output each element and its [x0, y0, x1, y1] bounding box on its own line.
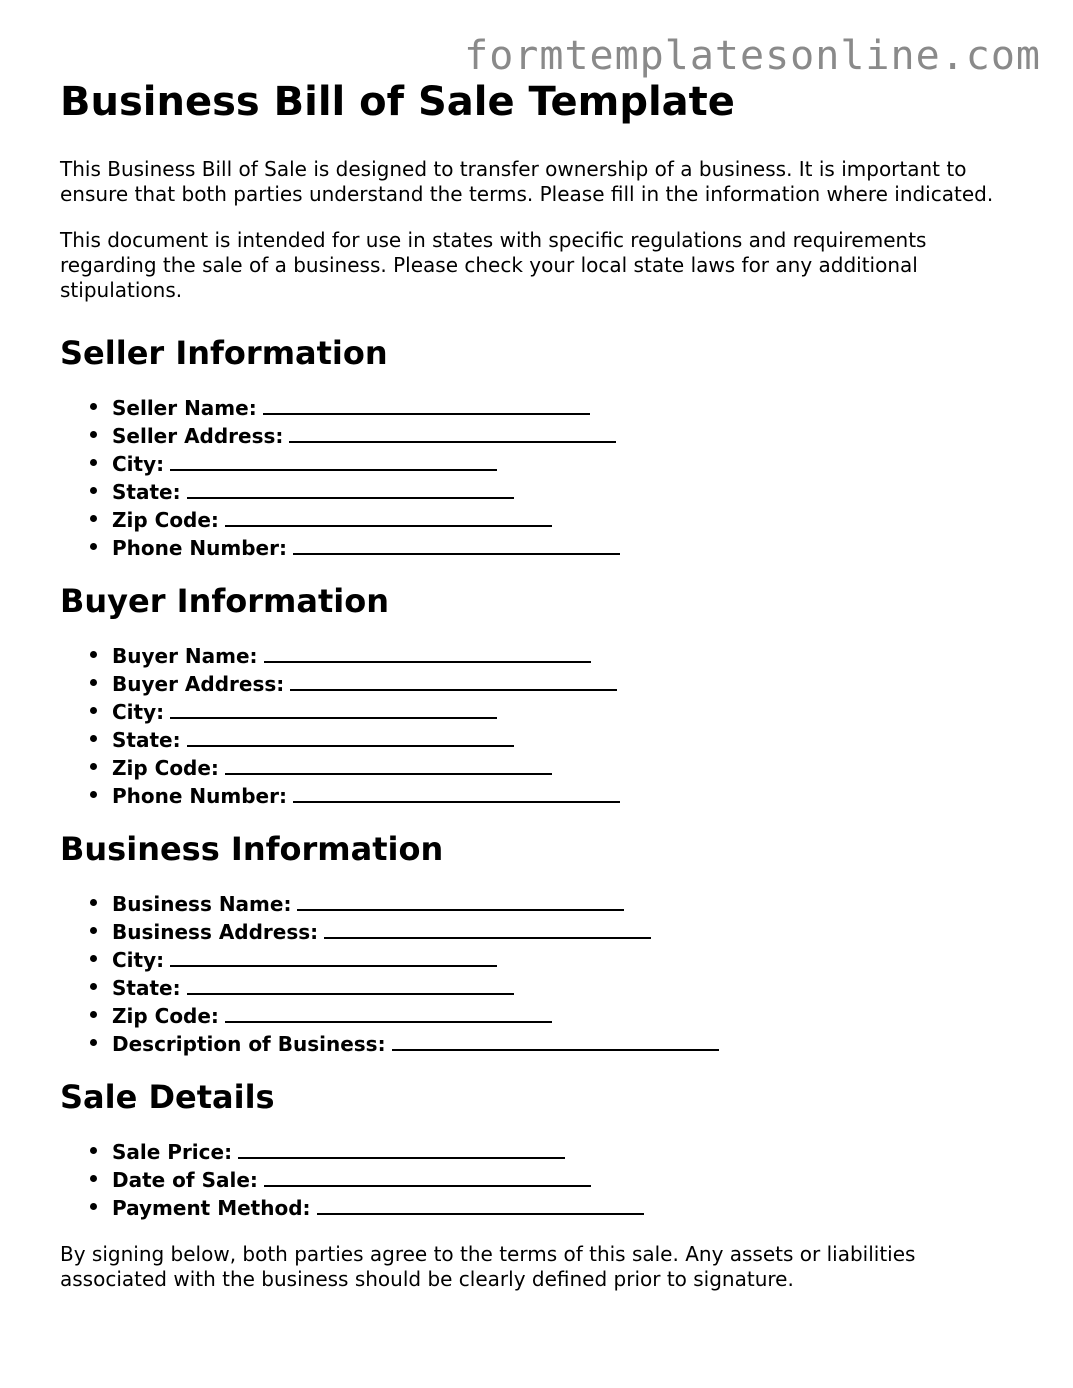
- blank-line[interactable]: [170, 449, 497, 471]
- field-label: City:: [112, 700, 165, 724]
- seller-city-field[interactable]: [112, 449, 1020, 477]
- intro-paragraph-1: This Business Bill of Sale is designed to transfer ownership of a business. It is important to ensure that both parties understand the terms. Please fill in the information where indicated.: [60, 157, 994, 206]
- blank-line[interactable]: [187, 973, 514, 995]
- blank-line[interactable]: [264, 1165, 591, 1187]
- document-page: [60, 76, 1020, 1292]
- sale-price-field[interactable]: [112, 1137, 1020, 1165]
- buyer-heading: Buyer Information: [60, 582, 389, 620]
- blank-line[interactable]: [293, 781, 620, 803]
- payment-method-field[interactable]: [112, 1193, 1020, 1221]
- blank-line[interactable]: [225, 505, 552, 527]
- buyer-name-field[interactable]: [112, 641, 1020, 669]
- field-label: Phone Number:: [112, 784, 287, 808]
- business-heading: Business Information: [60, 830, 444, 868]
- sale-heading: Sale Details: [60, 1078, 275, 1116]
- seller-phone-field[interactable]: [112, 533, 1020, 561]
- buyer-phone-field[interactable]: [112, 781, 1020, 809]
- field-label: Buyer Address:: [112, 672, 285, 696]
- business-state-field[interactable]: [112, 973, 1020, 1001]
- business-zip-field[interactable]: [112, 1001, 1020, 1029]
- seller-address-field[interactable]: [112, 421, 1020, 449]
- sale-field-list: [60, 1137, 1020, 1221]
- blank-line[interactable]: [324, 917, 651, 939]
- blank-line[interactable]: [263, 393, 590, 415]
- seller-section: [60, 333, 1020, 561]
- field-label: Phone Number:: [112, 536, 287, 560]
- seller-field-list: [60, 393, 1020, 561]
- business-section: [60, 829, 1020, 1057]
- sale-section: [60, 1077, 1020, 1221]
- blank-line[interactable]: [293, 533, 620, 555]
- field-label: City:: [112, 452, 165, 476]
- field-label: Business Address:: [112, 920, 319, 944]
- business-name-field[interactable]: [112, 889, 1020, 917]
- document-title: Business Bill of Sale Template: [60, 79, 735, 125]
- field-label: Zip Code:: [112, 1004, 219, 1028]
- field-label: Zip Code:: [112, 756, 219, 780]
- field-label: State:: [112, 728, 181, 752]
- field-label: State:: [112, 480, 181, 504]
- blank-line[interactable]: [297, 889, 624, 911]
- business-address-field[interactable]: [112, 917, 1020, 945]
- blank-line[interactable]: [225, 1001, 552, 1023]
- field-label: Description of Business:: [112, 1032, 386, 1056]
- blank-line[interactable]: [225, 753, 552, 775]
- blank-line[interactable]: [289, 421, 616, 443]
- blank-line[interactable]: [187, 477, 514, 499]
- field-label: Seller Address:: [112, 424, 284, 448]
- blank-line[interactable]: [187, 725, 514, 747]
- intro-paragraph-2: This document is intended for use in states with specific regulations and requirements regarding the sale of a business. Please check your local state laws for any additional stipulations.: [60, 228, 927, 302]
- watermark: formtemplatesonline.com: [464, 33, 1041, 79]
- seller-heading: Seller Information: [60, 334, 388, 372]
- field-label: Date of Sale:: [112, 1168, 258, 1192]
- blank-line[interactable]: [392, 1029, 719, 1051]
- buyer-zip-field[interactable]: [112, 753, 1020, 781]
- blank-line[interactable]: [290, 669, 617, 691]
- field-label: State:: [112, 976, 181, 1000]
- blank-line[interactable]: [170, 945, 497, 967]
- business-city-field[interactable]: [112, 945, 1020, 973]
- blank-line[interactable]: [238, 1137, 565, 1159]
- buyer-field-list: [60, 641, 1020, 809]
- buyer-address-field[interactable]: [112, 669, 1020, 697]
- field-label: Business Name:: [112, 892, 292, 916]
- business-description-field[interactable]: [112, 1029, 1020, 1057]
- buyer-section: [60, 581, 1020, 809]
- business-field-list: [60, 889, 1020, 1057]
- field-label: Sale Price:: [112, 1140, 233, 1164]
- field-label: Zip Code:: [112, 508, 219, 532]
- sale-date-field[interactable]: [112, 1165, 1020, 1193]
- closing-paragraph: By signing below, both parties agree to the terms of this sale. Any assets or liabilities associated with the business should be clearly defined prior to signature.: [60, 1242, 916, 1291]
- field-label: Seller Name:: [112, 396, 257, 420]
- seller-name-field[interactable]: [112, 393, 1020, 421]
- buyer-state-field[interactable]: [112, 725, 1020, 753]
- field-label: City:: [112, 948, 165, 972]
- blank-line[interactable]: [317, 1193, 644, 1215]
- blank-line[interactable]: [264, 641, 591, 663]
- field-label: Payment Method:: [112, 1196, 311, 1220]
- buyer-city-field[interactable]: [112, 697, 1020, 725]
- seller-zip-field[interactable]: [112, 505, 1020, 533]
- seller-state-field[interactable]: [112, 477, 1020, 505]
- blank-line[interactable]: [170, 697, 497, 719]
- field-label: Buyer Name:: [112, 644, 258, 668]
